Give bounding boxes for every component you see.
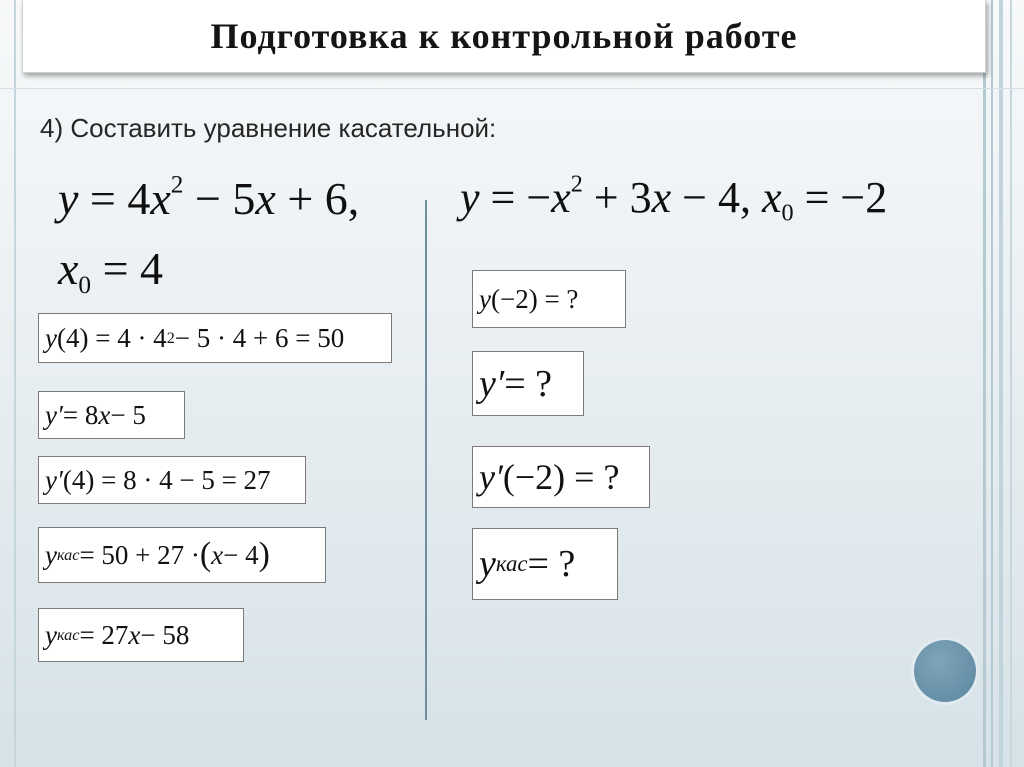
right-decor-line [1010,0,1012,767]
title-banner [22,0,986,73]
step-derivative-at-x0: y′ (4) = 8 · 4 − 5 = 27 [38,456,306,504]
slide-title: Подготовка к контрольной работе [210,16,798,56]
right-function: $y = -x^2 + 3x - 4$, $x_0 = -2$ [460,170,888,227]
task-derivative: y′ = ? [472,351,584,416]
left-function: $y = 4x^2 - 5x + 6$, [58,170,360,224]
task-derivative-at-x0: y′ (−2) = ? [472,446,650,508]
left-decor-line [14,0,16,767]
right-decor-line [983,0,986,767]
decor-hline [0,88,1024,89]
step-tangent-form: y кас = 50 + 27 · ( x − 4 ) [38,527,326,583]
right-decor-line [999,0,1003,767]
step-value-at-x0: y (4) = 4 · 4 2 − 5 · 4 + 6 = 50 [38,313,392,363]
task-value-at-x0: y (−2) = ? [472,270,626,328]
step-derivative: y′ = 8 x − 5 [38,391,185,439]
decor-circle [914,640,976,702]
task-tangent: y кас = ? [472,528,618,600]
right-decor-line [991,0,993,767]
left-x0: $x_0 = 4$ [58,243,164,299]
column-divider [425,200,427,720]
step-tangent-result: y кас = 27 x − 58 [38,608,244,662]
task-text: 4) Составить уравнение касательной: [40,113,497,143]
